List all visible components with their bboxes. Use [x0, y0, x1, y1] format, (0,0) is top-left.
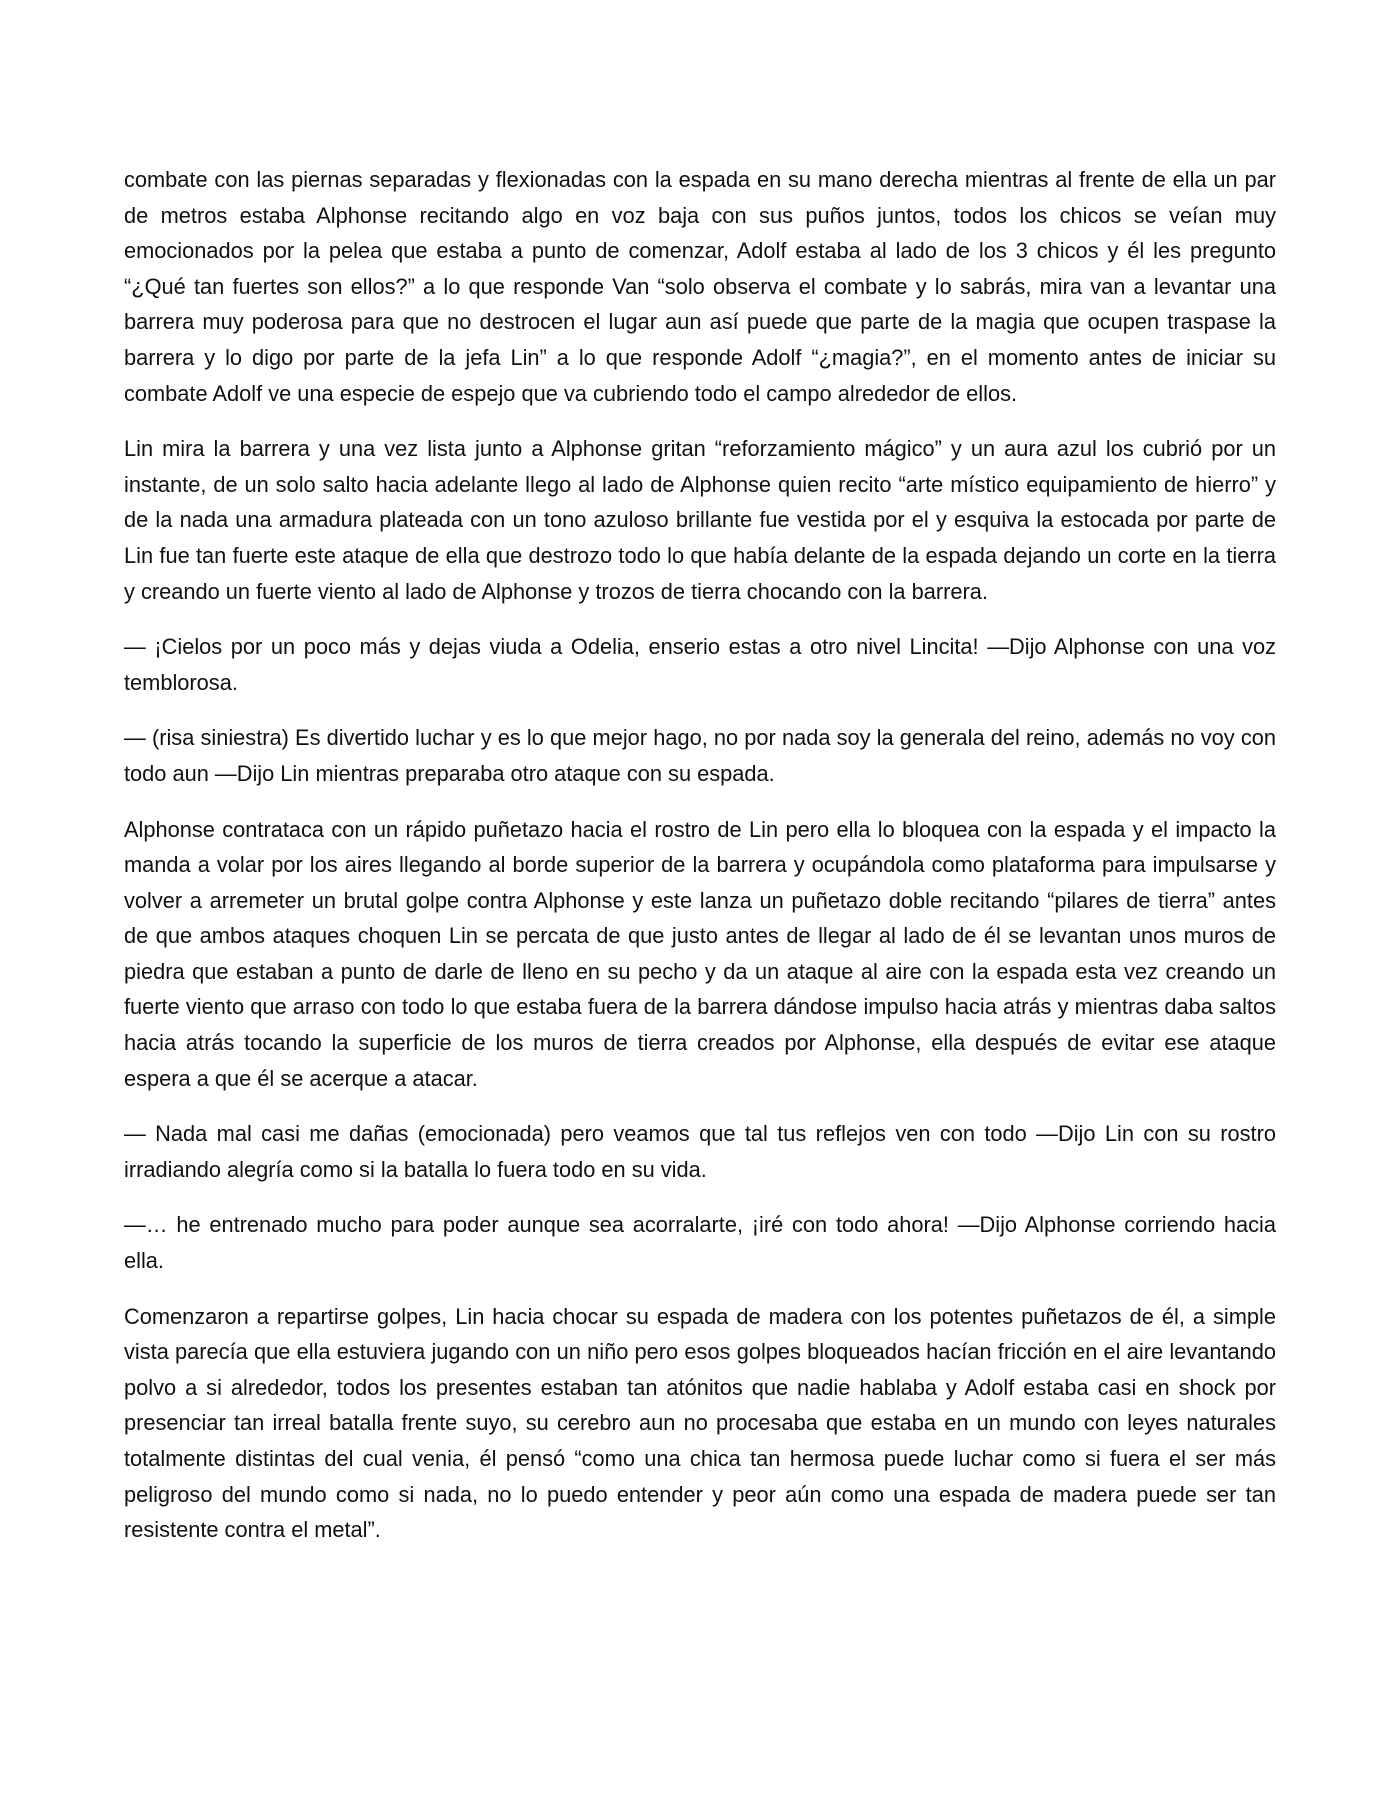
paragraph-1: combate con las piernas separadas y flexionadas con la espada en su mano derecha mientras al frente de ella un par de metros estaba Alphonse recitando algo en voz baja con sus puños juntos, todos los chicos se veían muy emocionados por la pelea que estaba a punto de comenzar, Adolf estaba al lado de los 3 chicos y él les pregunto “¿Qué tan fuertes son ellos?” a lo que responde Van “solo observa el combate y lo sabrás, mira van a levantar una barrera muy poderosa para que no destrocen el lugar aun así puede que parte de la magia que ocupen traspase la barrera y lo digo por parte de la jefa Lin” a lo que responde Adolf “¿magia?”, en el momento antes de iniciar su combate Adolf ve una especie de espejo que va cubriendo todo el campo alrededor de ellos.: [124, 167, 1276, 406]
paragraph-7: —… he entrenado mucho para poder aunque sea acorralarte, ¡iré con todo ahora! —Dijo Alphonse corriendo hacia ella.: [124, 1212, 1276, 1274]
document-page: [124, 162, 1276, 1568]
paragraph-2: Lin mira la barrera y una vez lista junto a Alphonse gritan “reforzamiento mágico” y un aura azul los cubrió por un instante, de un solo salto hacia adelante llego al lado de Alphonse quien recito “arte místico equipamiento de hierro” y de la nada una armadura plateada con un tono azuloso brillante fue vestida por el y esquiva la estocada por parte de Lin fue tan fuerte este ataque de ella que destrozo todo lo que había delante de la espada dejando un corte en la tierra y creando un fuerte viento al lado de Alphonse y trozos de tierra chocando con la barrera.: [124, 436, 1276, 604]
paragraph-8: Comenzaron a repartirse golpes, Lin hacia chocar su espada de madera con los potentes puñetazos de él, a simple vista parecía que ella estuviera jugando con un niño pero esos golpes bloqueados hacían fricción en el aire levantando polvo a si alrededor, todos los presentes estaban tan atónitos que nadie hablaba y Adolf estaba casi en shock por presenciar tan irreal batalla frente suyo, su cerebro aun no procesaba que estaba en un mundo con leyes naturales totalmente distintas del cual venia, él pensó “como una chica tan hermosa puede luchar como si fuera el ser más peligroso del mundo como si nada, no lo puedo entender y peor aún como una espada de madera puede ser tan resistente contra el metal”.: [124, 1303, 1276, 1543]
paragraph-4: — (risa siniestra) Es divertido luchar y es lo que mejor hago, no por nada soy la generala del reino, además no voy con todo aun —Dijo Lin mientras preparaba otro ataque con su espada.: [124, 725, 1276, 786]
paragraph-3: — ¡Cielos por un poco más y dejas viuda a Odelia, enserio estas a otro nivel Lincita! —Dijo Alphonse con una voz temblorosa.: [124, 634, 1276, 695]
paragraph-6: — Nada mal casi me dañas (emocionada) pero veamos que tal tus reflejos ven con todo —Dijo Lin con su rostro irradiando alegría como si la batalla lo fuera todo en su vida.: [124, 1121, 1276, 1182]
paragraph-5: Alphonse contrataca con un rápido puñetazo hacia el rostro de Lin pero ella lo bloquea con la espada y el impacto la manda a volar por los aires llegando al borde superior de la barrera y ocupándola como plataforma para impulsarse y volver a arremeter un brutal golpe contra Alphonse y este lanza un puñetazo doble recitando “pilares de tierra” antes de que ambos ataques choquen Lin se percata de que justo antes de llegar al lado de él se levantan unos muros de piedra que estaban a punto de darle de lleno en su pecho y da un ataque al aire con la espada esta vez creando un fuerte viento que arraso con todo lo que estaba fuera de la barrera dándose impulso hacia atrás y mientras daba saltos hacia atrás tocando la superficie de los muros de tierra creados por Alphonse, ella después de evitar ese ataque espera a que él se acerque a atacar.: [124, 816, 1276, 1091]
